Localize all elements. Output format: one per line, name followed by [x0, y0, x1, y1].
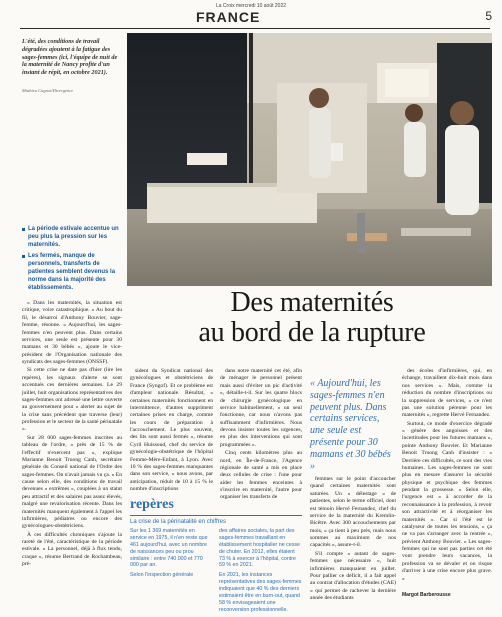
paragraph: « Dans les maternités, la situation est critique, voire catastrophique. » Au bout du fil, le désarroi d'Anthony Bouvier, sage-femme, résonne. « Aujourd'hui, les sages-femmes n'en peuvent plus. Dans certains services, une seule est présente pour 30 mamans et 30 bébés », ajoute le vice-président de l'Organisation nationale des syndicats des sages-femmes (ONSSF).	[22, 300, 122, 365]
highlight-item: Les fermés, manque de personnels, transferts de patientes semblent devenus la norme dans la majorité des établissements.	[22, 253, 122, 292]
reperes-rule	[130, 515, 302, 516]
paragraph: À ces difficultés chroniques s'ajoute la rareté de l'été, caractéristique de la période estivale. « La personnel, déjà à flux tendu, craque », résume Bertrand de Rochambeau, pré-	[22, 531, 122, 568]
section-title: FRANCE	[196, 9, 261, 25]
headline-line-1: Des maternités	[230, 287, 394, 318]
highlights	[22, 226, 122, 296]
article-column-4	[310, 476, 396, 603]
highlight-item: La période estivale accentue un peu plus la pression sur les maternités.	[22, 226, 122, 249]
paragraph: S'il compte « autant de sages-femmes que nécessaire », huit infirmières manquaient en juillet. Pour pallier ce déficit, il a fait appel au contrat d'allocation d'études (CAE) « qui permet de rachever la dernière année des étudiants	[310, 550, 396, 601]
reperes-fact: Selon l'inspection générale	[130, 572, 194, 579]
paragraph: Surtout, ce mode d'exercice dégradé « génère des angoisses et des incertitudes pour les futures mamans », pointe Anthony Bouvier. Et Marianne Benoit Truong Canh d'insister : « Derrière ces difficultés, ce sont des vies humaines. Les sages-femmes ne sont plus en mesure d'assurer la sécurité physique et psychique des femmes pendant la grossesse. » Selon elle, l'urgence est « à accorder de la reconnaissance à la profession, à revoir son attractivité et à réorganiser les maternités ». Car si l'été est le catalyseur de toutes les tensions, « ça ne va pas s'arranger avec la rentrée », prévient Anthony Bouvier. « Les sages-femmes qui ne sont pas parties cet été vont prendre leurs vacances, la profession va se dévaler et on risque d'arriver à une crise encore plus grave. »	[402, 420, 492, 582]
article-column-3	[220, 368, 302, 503]
article-column-1	[22, 300, 122, 570]
reperes-left-column	[130, 528, 213, 617]
pull-quote: « Aujourd'hui, les sages-femmes n'en peuvent plus. Dans certains services, une seule est présente pour 30 mamans et 30 bébés »	[310, 378, 391, 472]
reperes-box	[130, 497, 302, 617]
paragraph: Sur 28 000 sages-femmes inscrites au tableau de l'ordre, « près de 15 % de l'effectif n'exercent pas », explique Marianne Benoit Truong Canh, secrétaire générale du Conseil national de l'Ordre des sages-femmes. On n'avait jamais vu ça. » En cause selon elle, des conditions de travail devenues « extrêmes », couplées à un statut peu attractif et des salaires pas assez élevés, malgré une revalorisation récente. Dans les maternités manquent également à l'appel les infirmières, pédiatres ou encore des gynécologues-obstétriciens.	[22, 434, 122, 530]
reperes-subtitle: La crise de la périnatalité en chiffres	[130, 519, 226, 525]
paragraph: femmes sur le point d'accoucher quand certaines maternités sont saturées. Un « délestage » de patientes, selon le terme officiel, dont est témoin Hervé Fernandez, chef du service de la maternité du Kremlin-Bicêtre. Avec 300 accouchements par mois, « ça tient à peu près, mais nous sommes au maximum de nos capacités », assure-t-il.	[310, 476, 396, 549]
paragraph: des écoles d'infirmières, qui, en échange, travaillent dix-huit mois dans nos services ». Mais, comme la réduction du nombre d'inscriptions ou la suppression de services, « ce n'est pas une solution pérenne pour les maternités », regrette Hervé Fernandez.	[402, 368, 492, 419]
paragraph: Si cette crise ne date pas d'hier (lire les repères), les signaux d'alerte se sont accentués ces dernières semaines. Le 29 juillet, huit organisations représentatives des sages-femmes ont adressé une lettre ouverte au gouvernement pour « alerter au sujet de la crise sans précédent que traverse (leur) profession et le secteur de la santé périnatale ».	[22, 367, 122, 433]
photo-caption: L'été, des conditions de travail dégradées ajoutent à la fatigue des sages-femmes (ici, l'équipe de nuit de la maternité de Nancy profite d'un instant de répit, en octobre 2021).	[22, 38, 118, 76]
header-rule	[20, 28, 490, 29]
reperes-title: repères	[130, 497, 174, 512]
page-number: 5	[485, 9, 492, 23]
headline	[130, 288, 494, 347]
paragraph: dans notre maternité cet été, afin de ménager le personnel présent mais aussi d'éviter un pic d'activité », détaille-t-il. Sur les quatre blocs de chirurgie gynécologique en service habituellement, « un seul fonctionne, car nous n'avons pas suffisamment d'infirmières. Nous devons insister toutes les urgences, en plus des interventions qui sont programmées ».	[220, 368, 302, 448]
article-column-2	[130, 368, 213, 494]
reperes-fact: Sur les 1 369 maternités en service en 1975, il n'en reste que 461 aujourd'hui, avec un nombre de naissances peu ou prou similaire : entre 740 000 et 770 000 par an.	[130, 528, 208, 569]
photo-credit: Mathieu Cugnot/Divergence	[22, 88, 74, 93]
masthead: La Croix mercredi 10 août 2022	[215, 3, 287, 9]
article-column-5	[402, 368, 492, 590]
reperes-fact: En 2021, les instances représentatives des sages-femmes indiquaient que 40 % des derniers estimaient être en burn-out, quand 58 % envisageaient une reconversion professionnelle.	[219, 572, 302, 613]
hospital-photo	[127, 33, 492, 286]
reperes-fact: des affaires sociales, la part des sages-femmes travaillant en établissement hospitalier ne cesse de chuter. En 2012, elles étaient 73 % à exercer à l'hôpital, contre 59 % en 2021.	[219, 528, 300, 569]
paragraph: Cinq cents kilomètres plus au nord, en Île-de-France, l'Agence régionale de santé a mis en place deux cellules de crise : l'une pour aider les femmes enceintes à s'inscrire en maternité, l'autre pour organiser les transferts de	[220, 450, 302, 501]
reperes-right-column	[219, 528, 302, 617]
author-signature: Margot Barberousse	[402, 592, 451, 598]
headline-line-2: au bord de la rupture	[198, 316, 426, 348]
paragraph: sident du Syndicat national des gynécologues et obstétriciens de France (Syngof). Et ce problème est d'ampleur nationale. Résultat, « certaines maternités fonctionnent en intermittence, d'autres suppriment certaines prises en charge, comme les cours de préparation à l'accouchement. Le plus souvent, des lits sont aussi fermés », résume Cyril Huissoud, chef du service de gynécologie-obstétrique de l'hôpital Femme-Mère-Enfant, à Lyon. Avec 10 % des sages-femmes manquantes dans son service, « nous avons, par anticipation, réduit de 10 à 15 % le nombre d'inscriptions	[130, 368, 213, 492]
